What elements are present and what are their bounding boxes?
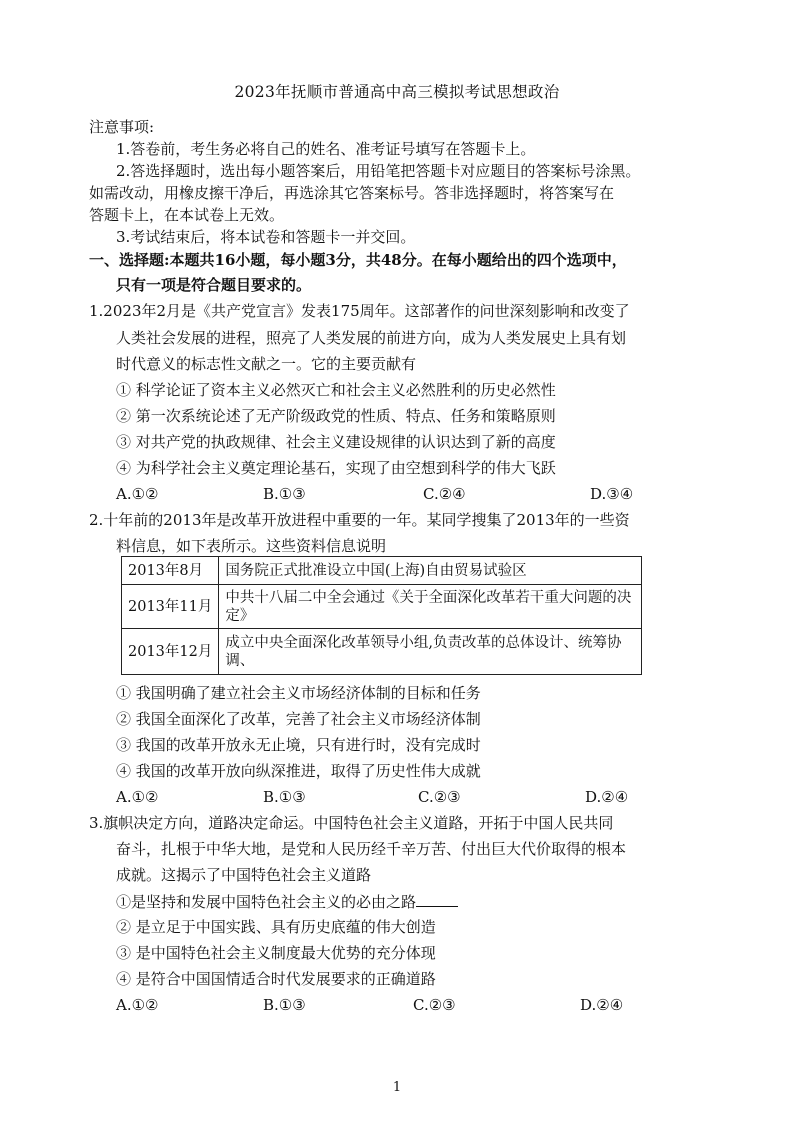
q2-stem: 料信息，如下表所示。这些资料信息说明 <box>116 537 387 555</box>
q3-option-c[interactable]: C.②③ <box>413 996 456 1014</box>
q2-item: ③ 我国的改革开放永无止境，只有进行时，没有完成时 <box>116 736 481 754</box>
q3-item: ④ 是符合中国国情适合时代发展要求的正确道路 <box>116 970 436 988</box>
page-number: 1 <box>392 1080 402 1095</box>
table-cell-event: 国务院正式批准设立中国(上海)自由贸易试验区 <box>219 557 642 585</box>
exam-title: 2023年抚顺市普通高中高三模拟考试思想政治 <box>234 83 560 101</box>
q1-stem: 时代意义的标志性文献之一。它的主要贡献有 <box>116 355 417 373</box>
q3-options <box>116 996 676 1014</box>
q1-option-c[interactable]: C.②④ <box>423 485 466 503</box>
notice-line: 3.考试结束后，将本试卷和答题卡一并交回。 <box>116 228 416 246</box>
q3-stem: 奋斗，扎根于中华大地，是党和人民历经千辛万苦、付出巨大代价取得的根本 <box>116 840 627 858</box>
q1-stem: 人类社会发展的进程，照亮了人类发展的前进方向，成为人类发展史上具有划 <box>116 329 627 347</box>
q1-option-d[interactable]: D.③④ <box>590 485 634 503</box>
q3-item-text: ①是坚持和发展中国特色社会主义的必由之路 <box>116 893 417 911</box>
q3-option-d[interactable]: D.②④ <box>580 996 624 1014</box>
q1-stem: 1.2023年2月是《共产党宣言》发表175周年。这部著作的问世深刻影响和改变了 <box>89 302 630 320</box>
section-heading: 一、选择题:本题共16小题，每小题3分，共48分。在每小题给出的四个选项中， <box>89 251 627 269</box>
q2-option-c[interactable]: C.②③ <box>418 788 461 806</box>
q1-item: ① 科学论证了资本主义必然灭亡和社会主义必然胜利的历史必然性 <box>116 381 556 399</box>
q3-item: ③ 是中国特色社会主义制度最大优势的充分体现 <box>116 944 436 962</box>
q1-option-b[interactable]: B.①③ <box>263 485 306 503</box>
q1-item: ④ 为科学社会主义奠定理论基石，实现了由空想到科学的伟大飞跃 <box>116 459 556 477</box>
table-row <box>122 585 642 629</box>
notice-line: 如需改动，用橡皮擦干净后，再选涂其它答案标号。答非选择题时，将答案写在 <box>89 184 615 202</box>
table-cell-date: 2013年8月 <box>122 557 219 585</box>
q2-item: ① 我国明确了建立社会主义市场经济体制的目标和任务 <box>116 684 481 702</box>
q3-stem: 3.旗帜决定方向，道路决定命运。中国特色社会主义道路，开拓于中国人民共同 <box>89 814 614 832</box>
q3-option-b[interactable]: B.①③ <box>263 996 306 1014</box>
notice-heading: 注意事项: <box>89 118 155 136</box>
table-cell-event: 成立中央全面深化改革领导小组,负责改革的总体设计、统筹协调、 <box>219 629 642 675</box>
notice-line: 2.答选择题时，选出每小题答案后，用铅笔把答题卡对应题目的答案标号涂黑。 <box>116 162 641 180</box>
q2-stem: 2.十年前的2013年是改革开放进程中重要的一年。某同学搜集了2013年的一些资 <box>89 511 630 529</box>
table-cell-date: 2013年12月 <box>122 629 219 675</box>
q2-option-a[interactable]: A.①② <box>116 788 159 806</box>
q2-option-d[interactable]: D.②④ <box>585 788 629 806</box>
table-cell-event: 中共十八届二中全会通过《关于全面深化改革若干重大问题的决定》 <box>219 585 642 629</box>
section-heading-cont: 只有一项是符合题目要求的。 <box>116 276 312 294</box>
notice-line: 答题卡上，在本试卷上无效。 <box>89 206 285 224</box>
q3-option-a[interactable]: A.①② <box>116 996 159 1014</box>
table-row <box>122 557 642 585</box>
q3-item <box>116 892 458 911</box>
q2-option-b[interactable]: B.①③ <box>263 788 306 806</box>
q1-item: ② 第一次系统论述了无产阶级政党的性质、特点、任务和策略原则 <box>116 407 556 425</box>
table-cell-date: 2013年11月 <box>122 585 219 629</box>
table-row <box>122 629 642 675</box>
q1-options <box>116 485 676 503</box>
q1-option-a[interactable]: A.①② <box>116 485 159 503</box>
q2-item: ② 我国全面深化了改革，完善了社会主义市场经济体制 <box>116 710 481 728</box>
q2-item: ④ 我国的改革开放向纵深推进，取得了历史性伟大成就 <box>116 762 481 780</box>
answer-blank <box>416 892 458 907</box>
notice-line: 1.答卷前，考生务必将自己的姓名、准考证号填写在答题卡上。 <box>116 140 536 158</box>
q1-item: ③ 对共产党的执政规律、社会主义建设规律的认识达到了新的高度 <box>116 433 556 451</box>
q3-stem: 成就。这揭示了中国特色社会主义道路 <box>116 866 372 884</box>
q3-item: ② 是立足于中国实践、具有历史底蕴的伟大创造 <box>116 918 436 936</box>
q2-info-table <box>121 556 642 675</box>
q2-options <box>116 788 676 806</box>
